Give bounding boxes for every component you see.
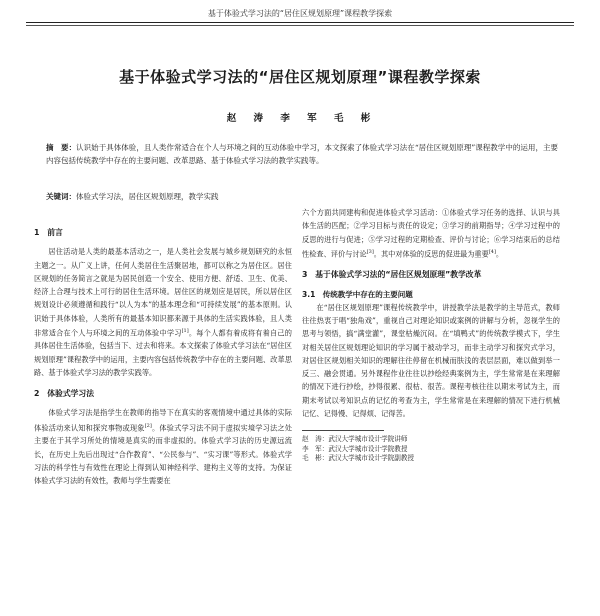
footnotes	[302, 435, 560, 464]
left-column	[34, 208, 292, 487]
abstract-label: 摘 要：	[46, 143, 77, 152]
continued-paragraph: 六个方面共同建构和促进体验式学习活动：①体验式学习任务的选择、认识与具体生活的匹配；②学习目标与责任的设定；③学习的前期指导；④学习过程中的反思的进行与促进；⑤学习过程的定期检查、评价与讨论；⑥学习结束后的总结性检查、评价与讨论[3]。其中对体验的反思的促进最为重要[4]。	[302, 208, 560, 259]
footnote-author-3: 毛 彬：武汉大学城市设计学院副教授	[302, 454, 415, 463]
keywords-label: 关键词：	[46, 192, 76, 201]
footnote-author-2: 李 军：武汉大学城市设计学院教授	[302, 444, 408, 453]
section-1-heading: 1 前言	[34, 228, 63, 237]
citation: [3]	[366, 248, 374, 255]
citation: [4]	[488, 248, 496, 255]
section-2-heading: 2 体验式学习法	[34, 389, 95, 399]
section-3-1-paragraph: 在“居住区规划原理”课程传统教学中，讲授教学法是教学的主导范式，教师往往热衷于唱“独角戏”，重视自己对理论知识或案例的讲解与分析，忽视学生的思考与领悟，搞“满堂灌”，课堂枯燥沉闷。在“填鸭式”的传统教学模式下，学生对相关居住区规划理论知识的学习属于被动学习，而非主动学习和探究式学习，对居住区规划相关知识的理解往往停留在机械而肤浅的表层层面，难以做到举一反三、融会贯通。另外课程作业往往以抄绘经典案例为主，学生常常是在来理解的情况下进行抄绘，抄得很累、很枯、很苦。课程考核往往以期末考试为主，而期末考试以考知识点的记忆的考查为主，学生常常是在来理解的情况下进行机械记忆、记得慢、记得烦、记得苦。	[302, 302, 560, 418]
authors: 赵 涛 李 军 毛 彬	[226, 113, 374, 124]
section-2-paragraph: 体验式学习法是指学生在教师的指导下在真实的客观情境中通过具体的实际体验活动来认知和探究事物或现象[2]。体验式学习法不同于虚拟实境学习法之处主要在于其学习所处的情境是真实的而非虚拟的。体验式学习法的历史源远流长，在历史上先后出现过“合作教育”、“公民参与”、“实习课”等形式。体验式学习法的科学性与有效性在理论上得到认知神经科学、建构主义等的支持。为保证体验式学习法的有效性，教师与学生需要在	[34, 408, 292, 486]
right-column	[302, 206, 560, 464]
abstract	[46, 142, 558, 167]
section-3-1-heading: 3.1 传统教学中存在的主要问题	[302, 289, 413, 299]
header-rule	[26, 22, 574, 23]
citation: [1]	[181, 327, 189, 334]
citation: [2]	[144, 422, 152, 429]
footnote-author-1: 赵 涛：武汉大学城市设计学院讲师	[302, 435, 408, 444]
running-head: 基于体验式学习法的“居住区规划原理”课程教学探索	[207, 9, 393, 18]
header-rule-thin	[26, 25, 574, 26]
keywords	[46, 191, 558, 203]
paper-title: 基于体验式学习法的“居住区规划原理”课程教学探索	[119, 68, 481, 86]
keywords-text: 体验式学习法，居住区规划原理，教学实践	[76, 192, 219, 201]
abstract-text: 认识始于具体体验，且人类作常适合在个人与环境之间的互动体验中学习，本文探索了体验式学习法在“居住区规划原理”课程教学中的运用，主要内容包括传统教学中存在的主要问题、改革思路、基于体验式学习法的教学实践等。	[46, 143, 558, 165]
section-3-heading: 3 基于体验式学习法的“居住区规划原理”教学改革	[302, 270, 482, 280]
section-1-paragraph: 居住活动是人类的最基本活动之一，是人类社会发展与城乡规划研究的永恒主题之一。从广义上讲，任何人类居住生活聚居地，都可以称之为居住区。居住区规划的任务简言之就是为居民创造一个安全、使用方便、舒适、卫生、优美、经济上合理与技术上可行的居住生活环境。居住区的规划应是居民，所以居住区规划设计必须遵循和践行“以人为本”的基本理念和“可持续发展”的基本原则。认识始于具体体验，人类所有的最基本知识都来源于具体的生活实践体验，且人类非常适合在个人与环境之间的互动体验中学习[1]。每个人都有着成将有着自己的具体居住生活体验，包括当下、过去和将来。本文探索了体验式学习法在“居住区规划原理”课程教学中的运用，主要内容包括传统教学中存在的主要问题、改革思路、基于体验式学习法的教学实践等。	[34, 247, 292, 377]
footnote-rule	[302, 430, 384, 431]
